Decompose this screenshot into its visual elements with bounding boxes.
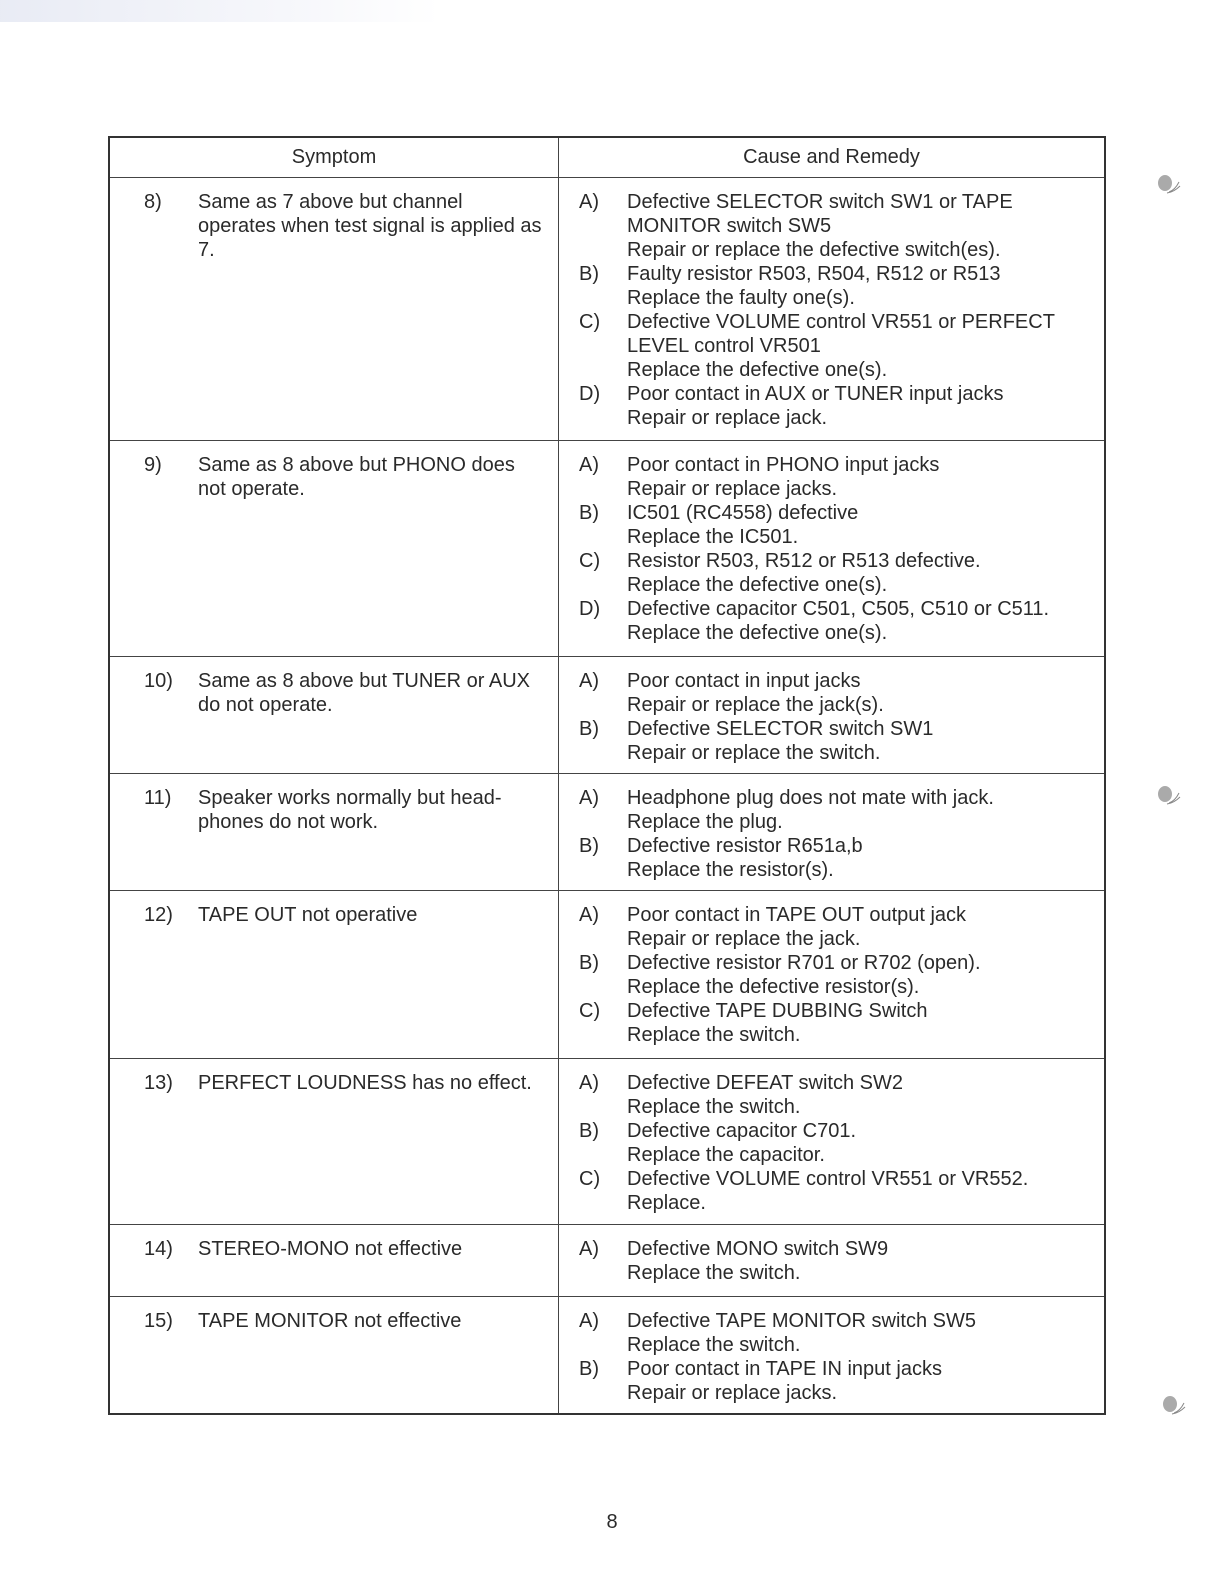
cause-item	[579, 786, 1094, 834]
cause-line: Defective resistor R651a,b	[627, 835, 863, 857]
cause-line: Replace the defective one(s).	[627, 574, 888, 596]
cause-line: Poor contact in AUX or TUNER input jacks	[627, 383, 1004, 405]
cause-letter: B)	[579, 1120, 599, 1142]
cause-item	[579, 453, 1094, 501]
cause-item	[579, 999, 1094, 1047]
cause-line: Replace the IC501.	[627, 526, 799, 548]
symptom-cell	[110, 1225, 559, 1296]
table-row	[110, 656, 1104, 773]
cause-line: Poor contact in PHONO input jacks	[627, 454, 940, 476]
table-row	[110, 1224, 1104, 1296]
cause-item	[579, 262, 1094, 310]
cause-letter: C)	[579, 1000, 601, 1022]
page-number: 8	[606, 1511, 618, 1533]
cause-letter: C)	[579, 550, 601, 572]
cause-remedy-cell	[559, 891, 1104, 1058]
cause-letter: B)	[579, 835, 599, 857]
cause-letter: A)	[579, 454, 599, 476]
cause-letter: A)	[579, 1072, 599, 1094]
cause-line: Resistor R503, R512 or R513 defective.	[627, 550, 981, 572]
table-row	[110, 773, 1104, 890]
binder-hole-mark-icon	[1155, 172, 1181, 196]
table-row	[110, 890, 1104, 1058]
cause-line: Defective resistor R701 or R702 (open).	[627, 952, 981, 974]
symptom-cell	[110, 891, 559, 1058]
item-number: 10)	[144, 670, 173, 692]
cause-letter: C)	[579, 1168, 601, 1190]
symptom-text: STEREO-MONO not effective	[198, 1238, 463, 1260]
cause-line: IC501 (RC4558) defective	[627, 502, 859, 524]
cause-line: Defective capacitor C701.	[627, 1120, 857, 1142]
cause-line: Repair or replace the jack(s).	[627, 694, 884, 716]
cause-line: Repair or replace the defective switch(es).	[627, 239, 1001, 261]
item-number: 15)	[144, 1310, 173, 1332]
cause-letter: A)	[579, 1310, 599, 1332]
cause-item	[579, 717, 1094, 765]
cause-letter: B)	[579, 263, 599, 285]
cause-letter: A)	[579, 191, 599, 213]
cause-remedy-cell	[559, 178, 1104, 440]
symptom-text: Speaker works normally but head-phones do not work.	[198, 787, 502, 833]
cause-letter: B)	[579, 718, 599, 740]
cause-line: Poor contact in TAPE IN input jacks	[627, 1358, 942, 1380]
symptom-text: Same as 8 above but PHONO does not operate.	[198, 454, 515, 500]
cause-letter: A)	[579, 670, 599, 692]
cause-line: Replace the switch.	[627, 1096, 801, 1118]
cause-item	[579, 310, 1094, 382]
cause-line: Replace the switch.	[627, 1024, 801, 1046]
symptom-cell	[110, 657, 559, 773]
symptom-text: TAPE OUT not operative	[198, 904, 418, 926]
cause-line: Replace.	[627, 1192, 706, 1214]
cause-item	[579, 501, 1094, 549]
cause-item	[579, 903, 1094, 951]
header-symptom: Symptom	[110, 138, 559, 177]
cause-remedy-cell	[559, 441, 1104, 656]
cause-line: Defective TAPE MONITOR switch SW5	[627, 1310, 976, 1332]
cause-line: Replace the switch.	[627, 1334, 801, 1356]
cause-letter: D)	[579, 383, 601, 405]
cause-item	[579, 1071, 1094, 1119]
cause-line: Replace the defective one(s).	[627, 622, 888, 644]
cause-item	[579, 834, 1094, 882]
cause-letter: D)	[579, 598, 601, 620]
cause-line: Faulty resistor R503, R504, R512 or R513	[627, 263, 1001, 285]
table-row	[110, 1296, 1104, 1413]
symptom-text: Same as 7 above but channel operates when test signal is applied as 7.	[198, 191, 542, 261]
cause-line: Replace the plug.	[627, 811, 783, 833]
symptom-text: Same as 8 above but TUNER or AUX do not operate.	[198, 670, 531, 716]
item-number: 12)	[144, 904, 173, 926]
cause-line: Replace the defective one(s).	[627, 359, 888, 381]
cause-letter: A)	[579, 1238, 599, 1260]
cause-line: Defective capacitor C501, C505, C510 or C511.	[627, 598, 1050, 620]
binder-hole-mark-icon	[1155, 783, 1181, 807]
cause-remedy-cell	[559, 1225, 1104, 1296]
cause-line: Replace the resistor(s).	[627, 859, 834, 881]
cause-item	[579, 190, 1094, 262]
cause-item	[579, 1119, 1094, 1167]
cause-remedy-cell	[559, 1059, 1104, 1224]
item-number: 11)	[144, 787, 172, 809]
cause-line: Repair or replace jack.	[627, 407, 828, 429]
cause-line: Replace the defective resistor(s).	[627, 976, 920, 998]
cause-letter: A)	[579, 904, 599, 926]
cause-item	[579, 951, 1094, 999]
troubleshooting-table	[108, 136, 1106, 1415]
symptom-cell	[110, 178, 559, 440]
cause-letter: B)	[579, 502, 599, 524]
scan-artifact	[0, 0, 440, 22]
item-number: 14)	[144, 1238, 173, 1260]
cause-item	[579, 1357, 1094, 1405]
cause-remedy-cell	[559, 774, 1104, 890]
cause-line: Defective VOLUME control VR551 or PERFECT	[627, 311, 1055, 333]
cause-line: Replace the capacitor.	[627, 1144, 825, 1166]
symptom-cell	[110, 441, 559, 656]
cause-line: Repair or replace jacks.	[627, 478, 838, 500]
cause-line: Defective SELECTOR switch SW1 or TAPE	[627, 191, 1013, 213]
cause-line: Defective TAPE DUBBING Switch	[627, 1000, 928, 1022]
cause-item	[579, 382, 1094, 430]
item-number: 9)	[144, 454, 162, 476]
symptom-cell	[110, 1059, 559, 1224]
symptom-cell	[110, 1297, 559, 1413]
cause-line: MONITOR switch SW5	[627, 215, 832, 237]
item-number: 8)	[144, 191, 162, 213]
symptom-text: TAPE MONITOR not effective	[198, 1310, 462, 1332]
item-number: 13)	[144, 1072, 173, 1094]
cause-line: Replace the faulty one(s).	[627, 287, 855, 309]
cause-line: Headphone plug does not mate with jack.	[627, 787, 994, 809]
cause-line: Defective MONO switch SW9	[627, 1238, 889, 1260]
cause-line: Repair or replace the switch.	[627, 742, 881, 764]
cause-letter: C)	[579, 311, 601, 333]
cause-line: Poor contact in TAPE OUT output jack	[627, 904, 967, 926]
table-row	[110, 177, 1104, 440]
cause-item	[579, 669, 1094, 717]
cause-line: Defective DEFEAT switch SW2	[627, 1072, 903, 1094]
table-row	[110, 1058, 1104, 1224]
header-cause-remedy: Cause and Remedy	[743, 146, 920, 168]
cause-line: Repair or replace jacks.	[627, 1382, 838, 1404]
cause-letter: B)	[579, 952, 599, 974]
cause-item	[579, 1237, 1094, 1285]
cause-line: LEVEL control VR501	[627, 335, 821, 357]
cause-item	[579, 549, 1094, 597]
symptom-text: PERFECT LOUDNESS has no effect.	[198, 1072, 532, 1094]
cause-remedy-cell	[559, 1297, 1104, 1413]
cause-item	[579, 1167, 1094, 1215]
cause-line: Repair or replace the jack.	[627, 928, 861, 950]
cause-item	[579, 1309, 1094, 1357]
cause-letter: B)	[579, 1358, 599, 1380]
cause-line: Replace the switch.	[627, 1262, 801, 1284]
cause-letter: A)	[579, 787, 599, 809]
table-header	[110, 138, 1104, 177]
cause-item	[579, 597, 1094, 645]
binder-hole-mark-icon	[1160, 1393, 1186, 1417]
cause-line: Defective SELECTOR switch SW1	[627, 718, 934, 740]
cause-line: Defective VOLUME control VR551 or VR552.	[627, 1168, 1029, 1190]
cause-remedy-cell	[559, 657, 1104, 773]
symptom-cell	[110, 774, 559, 890]
cause-line: Poor contact in input jacks	[627, 670, 861, 692]
table-row	[110, 440, 1104, 656]
